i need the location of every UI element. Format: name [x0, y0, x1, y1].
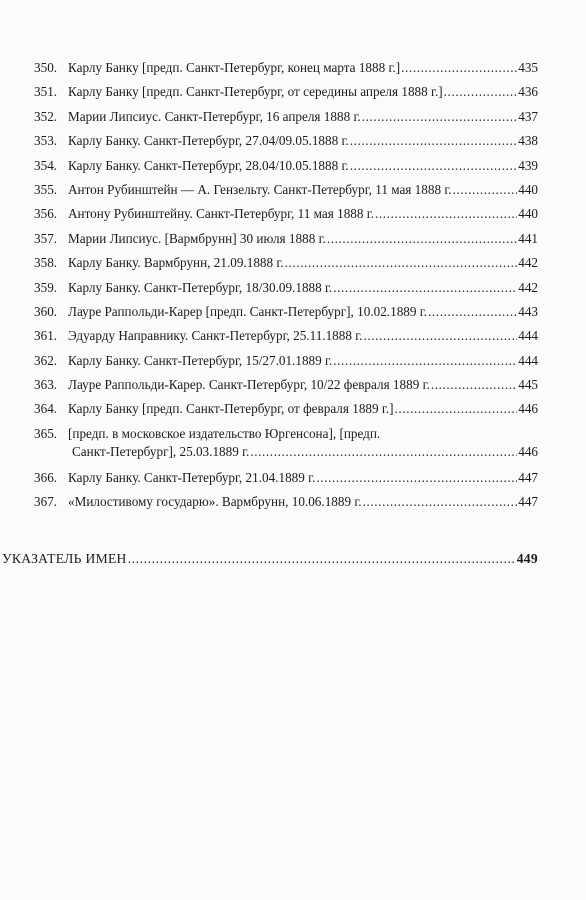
entry-title: Эдуарду Направнику. Санкт-Петербург, 25.11.1888 г. — [68, 328, 363, 344]
dot-leader — [128, 551, 516, 567]
entry-page: 447 — [518, 494, 538, 510]
entry-number: 356. — [34, 206, 58, 222]
entry-title: Марии Липсиус. Санкт-Петербург, 16 апреля 1888 г. — [68, 108, 361, 124]
entry-title: Антон Рубинштейн — А. Гензельту. Санкт-Петербург, 11 мая 1888 г. — [68, 181, 452, 197]
entry-page: 438 — [518, 133, 538, 149]
dot-leader — [250, 443, 517, 461]
toc-entry-359 — [34, 276, 538, 300]
entry-number: 362. — [34, 352, 58, 368]
toc-entry-353 — [34, 129, 538, 153]
toc-entry-365 — [34, 422, 538, 466]
toc-entry-354 — [34, 154, 538, 178]
entry-page: 442 — [518, 279, 538, 295]
toc-entry-351 — [34, 80, 538, 104]
entry-number: 359. — [34, 279, 58, 295]
dot-leader — [401, 56, 517, 80]
dot-leader — [333, 349, 517, 373]
entry-number: 353. — [34, 133, 58, 149]
entry-page: 436 — [518, 84, 538, 100]
dot-leader — [363, 490, 518, 514]
name-index-page: 449 — [516, 551, 538, 566]
dot-leader — [428, 300, 517, 324]
entry-number: 361. — [34, 328, 58, 344]
entry-number: 357. — [34, 230, 58, 246]
entry-title: Лауре Раппольди-Карер [предп. Санкт-Петербург], 10.02.1889 г. — [68, 303, 427, 319]
entry-title: Карлу Банку. Санкт-Петербург, 18/30.09.1888 г. — [68, 279, 333, 295]
entry-page: 447 — [518, 469, 538, 485]
entry-page: 440 — [518, 206, 538, 222]
toc-entry-364 — [34, 397, 538, 421]
dot-leader — [316, 466, 517, 490]
toc-entry-362 — [34, 349, 538, 373]
entry-number: 364. — [34, 401, 58, 417]
entry-page: 439 — [518, 157, 538, 173]
entry-number: 352. — [34, 108, 58, 124]
entry-number: 363. — [34, 377, 58, 393]
entry-number: 366. — [34, 469, 58, 485]
dot-leader — [327, 227, 517, 251]
dot-leader — [362, 105, 518, 129]
entry-title: Карлу Банку. Санкт-Петербург, 21.04.1889 г. — [68, 469, 316, 485]
entry-number: 365. — [34, 425, 58, 441]
entry-page: 435 — [518, 60, 538, 75]
entry-title: Карлу Банку. Санкт-Петербург, 15/27.01.1889 г. — [68, 352, 333, 368]
entry-title: Карлу Банку. Вармбрунн, 21.09.1888 г. — [68, 255, 284, 271]
dot-leader — [431, 373, 517, 397]
name-index-title: УКАЗАТЕЛЬ ИМЕН — [2, 551, 127, 566]
dot-leader — [375, 202, 517, 226]
entry-number: 354. — [34, 157, 58, 173]
entry-page: 444 — [518, 352, 538, 368]
table-of-contents — [34, 56, 538, 514]
entry-number: 350. — [34, 60, 58, 75]
entry-page: 442 — [518, 255, 538, 271]
toc-entry-356 — [34, 202, 538, 226]
entry-title: Карлу Банку. Санкт-Петербург, 28.04/10.05.1888 г. — [68, 157, 349, 173]
dot-leader — [444, 80, 518, 104]
entry-page: 445 — [518, 377, 538, 393]
entry-title: Карлу Банку [предп. Санкт-Петербург, от февраля 1889 г.] — [68, 401, 394, 417]
toc-entry-355 — [34, 178, 538, 202]
toc-entry-363 — [34, 373, 538, 397]
dot-leader — [363, 324, 517, 348]
entry-page: 444 — [518, 328, 538, 344]
toc-entry-352 — [34, 105, 538, 129]
toc-entry-358 — [34, 251, 538, 275]
entry-title-line1: [предп. в московское издательство Юргенсона], [предп. — [68, 425, 381, 441]
toc-entry-350 — [34, 56, 538, 80]
entry-title: Карлу Банку [предп. Санкт-Петербург, от середины апреля 1888 г.] — [68, 84, 443, 100]
dot-leader — [350, 154, 518, 178]
entry-page: 446 — [518, 444, 538, 460]
dot-leader — [285, 251, 518, 275]
entry-number: 358. — [34, 255, 58, 271]
entry-title-line2: Санкт-Петербург], 25.03.1889 г. — [72, 444, 250, 460]
toc-entry-366 — [34, 466, 538, 490]
entry-number: 351. — [34, 84, 58, 100]
name-index-entry — [2, 551, 538, 567]
entry-number: 360. — [34, 303, 58, 319]
dot-leader — [453, 178, 518, 202]
dot-leader — [333, 276, 517, 300]
entry-title: Антону Рубинштейну. Санкт-Петербург, 11 мая 1888 г. — [68, 206, 374, 222]
entry-page: 440 — [518, 181, 538, 197]
entry-title: «Милостивому государю». Вармбрунн, 10.06.1889 г. — [68, 494, 362, 510]
toc-entry-367 — [34, 490, 538, 514]
entry-page: 446 — [518, 401, 538, 417]
dot-leader — [350, 129, 518, 153]
entry-title: Карлу Банку. Санкт-Петербург, 27.04/09.05.1888 г. — [68, 133, 349, 149]
toc-entry-357 — [34, 227, 538, 251]
entry-number: 355. — [34, 181, 58, 197]
entry-page: 441 — [518, 230, 538, 246]
entry-page: 437 — [518, 108, 538, 124]
entry-title: Лауре Раппольди-Карер. Санкт-Петербург, 10/22 февраля 1889 г. — [68, 377, 430, 393]
entry-page: 443 — [518, 303, 538, 319]
entry-title: Карлу Банку [предп. Санкт-Петербург, конец марта 1888 г.] — [68, 60, 401, 75]
dot-leader — [395, 397, 518, 421]
toc-entry-361 — [34, 324, 538, 348]
toc-entry-360 — [34, 300, 538, 324]
entry-title: Марии Липсиус. [Вармбрунн] 30 июля 1888 г. — [68, 230, 326, 246]
entry-number: 367. — [34, 494, 58, 510]
